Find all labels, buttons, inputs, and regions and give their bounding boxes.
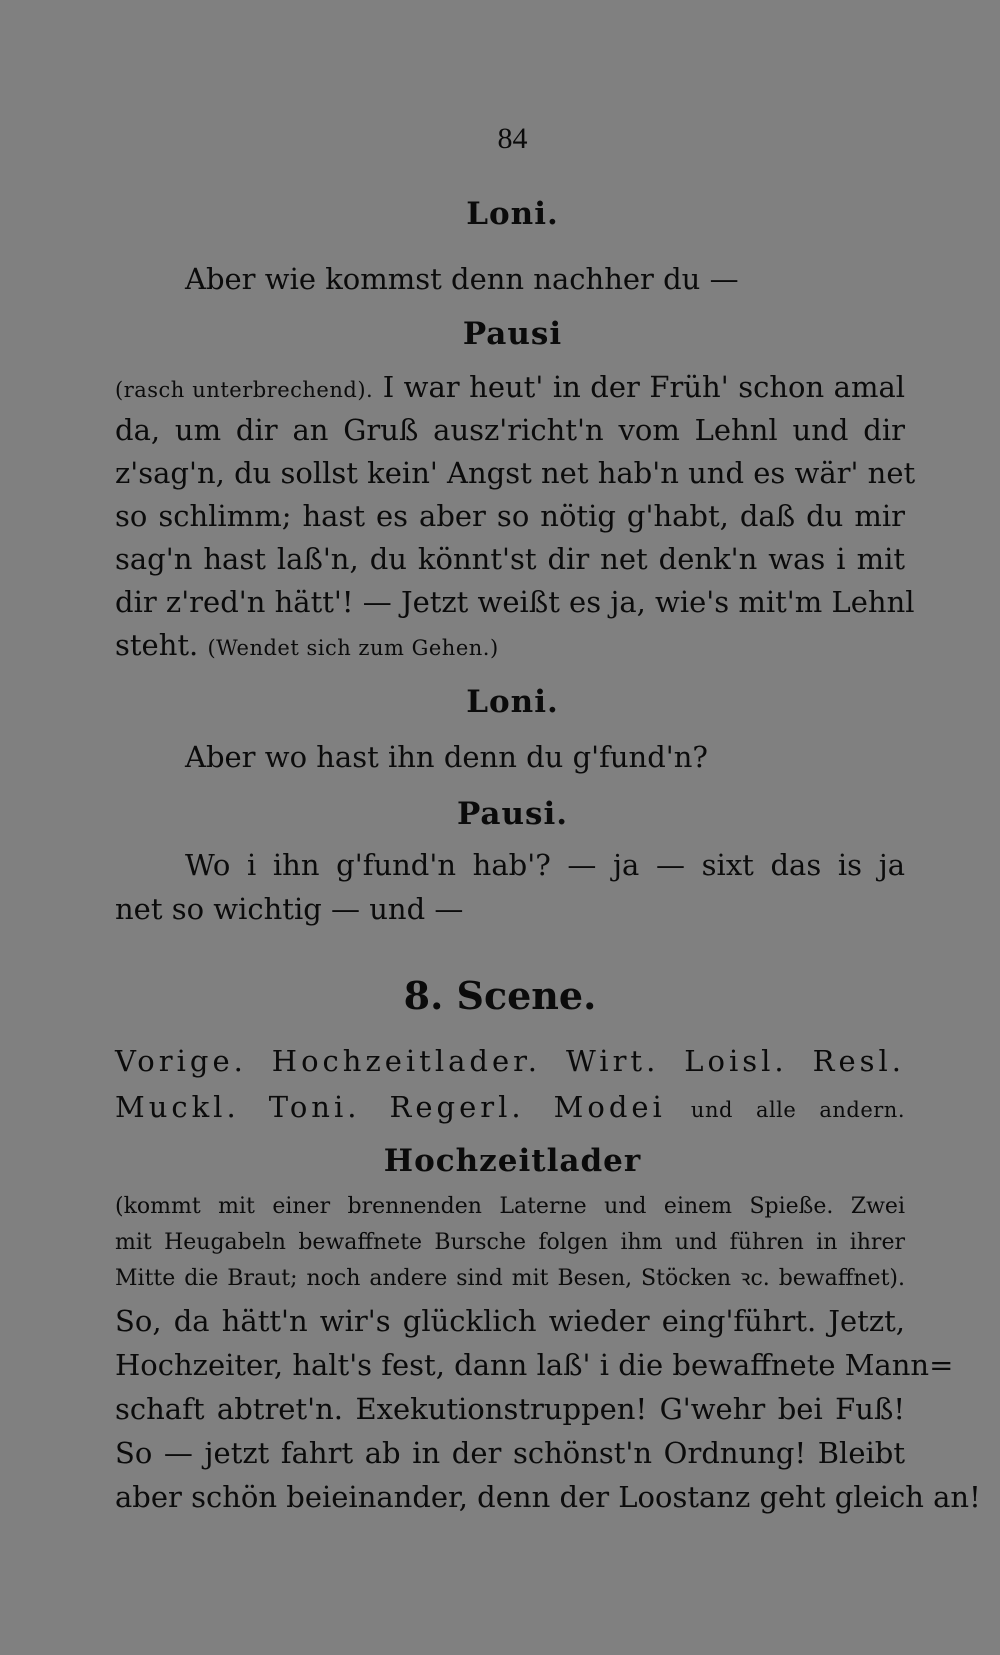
stage-direction-line: mit Heugabeln bewaffnete Bursche folgen ihm und führen in ihrer bbox=[115, 1230, 905, 1255]
dialogue-line bbox=[115, 628, 905, 665]
dialogue-line: schaft abtret'n. Exekutionstruppen! G'wehr bei Fuß! bbox=[115, 1392, 905, 1426]
dialogue-line bbox=[115, 370, 905, 407]
dialogue-line: aber schön beieinander, denn der Loostanz geht gleich an! bbox=[115, 1480, 981, 1514]
speaker-name: Loni. bbox=[466, 684, 559, 720]
stage-direction: (rasch unterbrechend). bbox=[115, 378, 374, 402]
cast-list-line: Vorige. Hochzeitlader. Wirt. Loisl. Resl. bbox=[115, 1044, 905, 1078]
dialogue-text: I war heut' in der Früh' schon amal bbox=[382, 370, 906, 404]
dialogue-line: dir z'red'n hätt'! — Jetzt weißt es ja, wie's mit'm Lehnl bbox=[115, 585, 915, 619]
dialogue-line: Hochzeiter, halt's fest, dann laß' i die bewaffnete Mann= bbox=[115, 1348, 954, 1382]
page-number: 84 bbox=[497, 122, 528, 155]
stage-direction-line: Mitte die Braut; noch andere sind mit Besen, Stöcken ꝛc. bewaffnet). bbox=[115, 1266, 905, 1291]
dialogue-line: net so wichtig — und — bbox=[115, 892, 464, 926]
speaker-name: Pausi. bbox=[456, 796, 569, 832]
dialogue-text: steht. bbox=[115, 628, 199, 662]
dialogue-line: z'sag'n, du sollst kein' Angst net hab'n und es wär' net bbox=[115, 456, 916, 490]
dialogue-line: Wo i ihn g'fund'n hab'? — ja — sixt das is ja bbox=[185, 848, 905, 882]
scene-heading: 8. Scene. bbox=[403, 973, 597, 1018]
speaker-name: Loni. bbox=[466, 196, 559, 232]
speaker-name: Pausi bbox=[462, 316, 563, 352]
dialogue-line: Aber wo hast ihn denn du g'fund'n? bbox=[185, 740, 708, 774]
dialogue-line: so schlimm; hast es aber so nötig g'habt, daß du mir bbox=[115, 499, 905, 533]
speaker-name: Hochzeitlader bbox=[383, 1143, 642, 1179]
cast-names: Muckl. Toni. Regerl. Modei bbox=[115, 1090, 666, 1124]
dialogue-line: sag'n hast laß'n, du könnt'st dir net denk'n was i mit bbox=[115, 542, 905, 576]
stage-direction: (Wendet sich zum Gehen.) bbox=[207, 636, 499, 660]
dialogue-line: So, da hätt'n wir's glücklich wieder eing'führt. Jetzt, bbox=[115, 1304, 905, 1338]
cast-tail: und alle andern. bbox=[690, 1098, 905, 1122]
dialogue-line: da, um dir an Gruß ausz'richt'n vom Lehnl und dir bbox=[115, 413, 905, 447]
dialogue-line: So — jetzt fahrt ab in der schönst'n Ordnung! Bleibt bbox=[115, 1436, 905, 1470]
cast-list-line bbox=[115, 1090, 905, 1127]
dialogue-line: Aber wie kommst denn nachher du — bbox=[185, 262, 739, 296]
stage-direction-line: (kommt mit einer brennenden Laterne und einem Spieße. Zwei bbox=[115, 1194, 905, 1219]
